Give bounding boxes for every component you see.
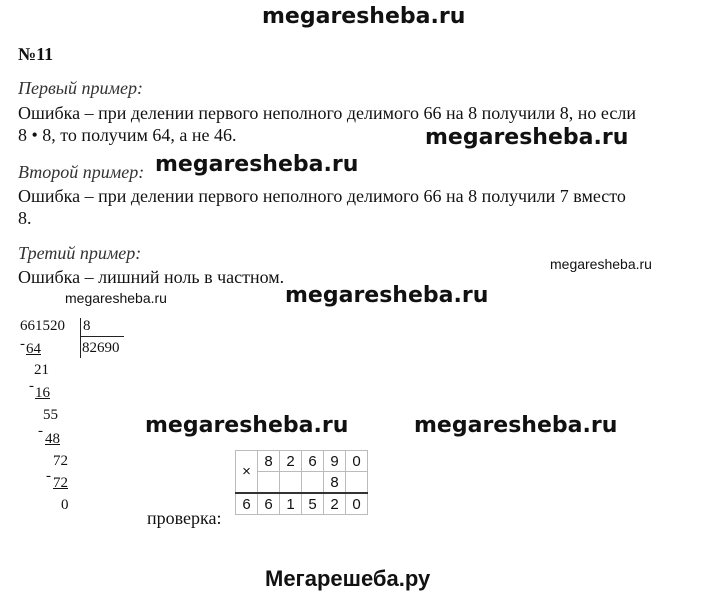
digit-cell: 6 — [302, 451, 324, 472]
division-step: 48 — [45, 431, 60, 447]
digit-cell: 5 — [302, 493, 324, 515]
division-bracket-horizontal — [80, 336, 124, 337]
division-step: 64 — [26, 341, 41, 357]
digit-cell: 0 — [346, 493, 368, 515]
digit-cell: 6 — [258, 493, 280, 515]
minus-sign: - — [38, 423, 43, 439]
division-step: 16 — [35, 385, 50, 401]
division-step: 0 — [61, 497, 69, 513]
header-watermark: megaresheba.ru — [262, 4, 466, 29]
watermark: megaresheba.ru — [285, 283, 489, 308]
watermark: megaresheba.ru — [414, 413, 618, 438]
digit-cell: 2 — [280, 451, 302, 472]
minus-sign: - — [29, 378, 34, 394]
watermark: megaresheba.ru — [155, 152, 359, 177]
digit-cell: 2 — [324, 493, 346, 515]
division-step: 21 — [34, 362, 49, 378]
dividend: 661520 — [20, 318, 65, 334]
task-number: №11 — [18, 44, 54, 64]
digit-cell — [346, 472, 368, 494]
example-2-line-1: Ошибка – при делении первого неполного делимого 66 на 8 получили 7 вместо — [18, 186, 626, 206]
digit-cell: 0 — [346, 451, 368, 472]
minus-sign: - — [20, 336, 25, 352]
multiplication-check — [235, 450, 368, 515]
check-label: проверка: — [147, 508, 222, 528]
example-3-line-1: Ошибка – лишний ноль в частном. — [18, 267, 285, 287]
divisor: 8 — [83, 318, 91, 334]
example-1-label: Первый пример: — [18, 78, 143, 98]
multiply-sign: × — [236, 451, 258, 494]
example-1-line-2: 8 • 8, то получим 64, а не 46. — [18, 125, 237, 145]
digit-cell — [302, 472, 324, 494]
digit-cell: 8 — [324, 472, 346, 494]
division-step: 72 — [53, 453, 68, 469]
watermark: megaresheba.ru — [425, 125, 629, 150]
example-2-line-2: 8. — [18, 208, 32, 228]
division-bracket-vertical — [80, 318, 81, 358]
example-2-label: Второй пример: — [18, 162, 145, 182]
division-step: 72 — [53, 475, 68, 491]
digit-cell — [280, 472, 302, 494]
example-3-label: Третий пример: — [18, 243, 142, 263]
digit-cell: 6 — [236, 493, 258, 515]
digit-cell — [258, 472, 280, 494]
example-1-line-1: Ошибка – при делении первого неполного делимого 66 на 8 получили 8, но если — [18, 103, 636, 123]
digit-cell: 9 — [324, 451, 346, 472]
watermark: megaresheba.ru — [145, 413, 349, 438]
digit-cell: 8 — [258, 451, 280, 472]
watermark-small: megaresheba.ru — [65, 290, 167, 306]
quotient: 82690 — [82, 340, 120, 356]
division-step: 55 — [43, 407, 58, 423]
digit-cell: 1 — [280, 493, 302, 515]
watermark-small: megaresheba.ru — [550, 256, 652, 272]
minus-sign: - — [46, 468, 51, 484]
footer-brand: Мегарешеба.ру — [265, 566, 431, 591]
